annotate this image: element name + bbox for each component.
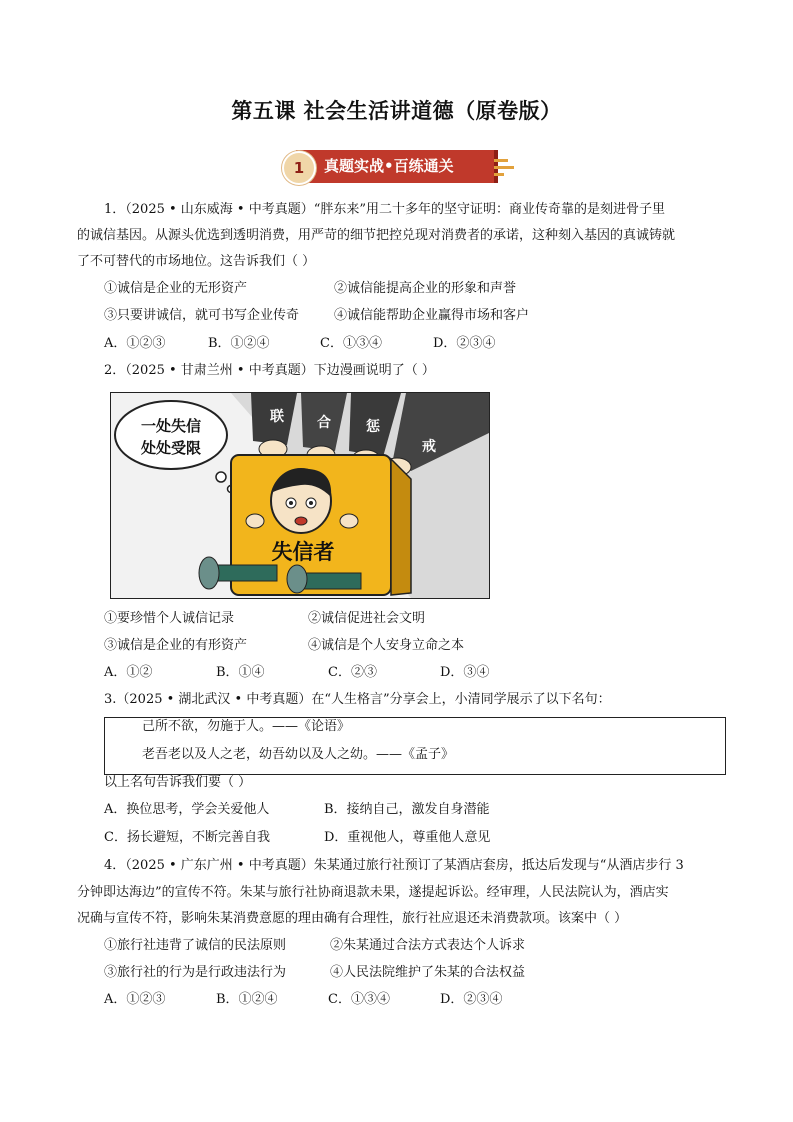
hand-char-4: 戒 [422, 439, 436, 455]
q1-stem-line: 1．（2025 • 山东威海 • 中考真题）“胖东来”用二十多年的坚守证明：商业传奇靠的是刻进骨子里 [104, 202, 666, 217]
q2-statement-3: ③诚信是企业的有形资产 [104, 638, 248, 653]
banner-deco-stripe [494, 159, 508, 162]
q4-statement-3: ③旅行社的行为是行政违法行为 [104, 965, 287, 980]
q1-option-a[interactable]: A．①②③ [104, 336, 166, 351]
q1-statement-4: ④诚信能帮助企业赢得市场和客户 [334, 308, 530, 323]
q1-stem-line: 了不可替代的市场地位。这告诉我们（ ） [77, 254, 316, 269]
q4-option-c[interactable]: C．①③④ [328, 992, 390, 1007]
page-title: 第五课 社会生活讲道德（原卷版） [231, 99, 562, 123]
bubble-line-1: 一处失信 [140, 417, 202, 435]
q1-option-b[interactable]: B．①②④ [208, 336, 270, 351]
q3-option-d[interactable]: D．重视他人，尊重他人意见 [324, 830, 491, 845]
q4-option-a[interactable]: A．①②③ [104, 992, 166, 1007]
q4-statement-2: ②朱某通过合法方式表达个人诉求 [330, 938, 526, 953]
q2-option-b[interactable]: B．①④ [216, 665, 265, 680]
comic-illustration [111, 393, 489, 598]
quote-line-2: 老吾老以及人之老，幼吾幼以及人之幼。——《孟子》 [142, 747, 455, 762]
bubble-line-2: 处处受限 [140, 439, 202, 457]
hand-char-1: 联 [270, 409, 284, 425]
quote-line-1: 己所不欲，勿施于人。——《论语》 [142, 719, 351, 734]
q3-option-b[interactable]: B．接纳自己，激发自身潜能 [324, 802, 490, 817]
q4-statement-1: ①旅行社违背了诚信的民法原则 [104, 938, 287, 953]
q2-option-a[interactable]: A．①② [104, 665, 153, 680]
q2-option-d[interactable]: D．③④ [440, 665, 490, 680]
q1-statement-1: ①诚信是企业的无形资产 [104, 281, 248, 296]
q1-statement-3: ③只要讲诚信，就可书写企业传奇 [104, 308, 300, 323]
q2-stem: 2．（2025 • 甘肃兰州 • 中考真题）下边漫画说明了（ ） [104, 363, 435, 378]
q4-stem-line: 分钟即达海边”的宣传不符。朱某与旅行社协商退款未果，遂提起诉讼。经审理，人民法院认为，酒店实 [77, 885, 669, 900]
q3-option-a[interactable]: A．换位思考，学会关爱他人 [104, 802, 270, 817]
banner-deco-stripe [494, 166, 514, 169]
box-label: 失信者 [271, 540, 335, 564]
hand-char-3: 惩 [366, 419, 380, 435]
q2-option-c[interactable]: C．②③ [328, 665, 377, 680]
q4-statement-4: ④人民法院维护了朱某的合法权益 [330, 965, 526, 980]
q2-statement-1: ①要珍惜个人诚信记录 [104, 611, 235, 626]
q1-stem-line: 的诚信基因。从源头优选到透明消费，用严苛的细节把控兑现对消费者的承诺，这种刻入基因的真诚铸就 [77, 228, 676, 243]
hand-char-2: 合 [317, 415, 331, 431]
q3-stem: 3.（2025 • 湖北武汉 • 中考真题）在“人生格言”分享会上，小清同学展示了以下名句： [104, 692, 611, 707]
banner-number: 1 [282, 151, 316, 185]
banner-text: 真题实战•百练通关 [324, 157, 454, 175]
q2-statement-2: ②诚信促进社会文明 [308, 611, 426, 626]
q4-stem-line: 4．（2025 • 广东广州 • 中考真题）朱某通过旅行社预订了某酒店套房，抵达后发现与“从酒店步行 3 [104, 858, 684, 873]
banner-deco-stripe [494, 173, 504, 176]
q4-option-d[interactable]: D．②③④ [440, 992, 503, 1007]
section-banner [282, 147, 514, 187]
q2-statement-4: ④诚信是个人安身立命之本 [308, 638, 465, 653]
q4-stem-line: 况确与宣传不符，影响朱某消费意愿的理由确有合理性，旅行社应退还未消费款项。该案中（ ） [77, 911, 628, 926]
q1-option-c[interactable]: C．①③④ [320, 336, 382, 351]
q4-option-b[interactable]: B．①②④ [216, 992, 278, 1007]
q1-statement-2: ②诚信能提高企业的形象和声誉 [334, 281, 517, 296]
q3-tail: 以上名句告诉我们要（ ） [104, 775, 252, 790]
comic-image [110, 392, 490, 599]
q1-option-d[interactable]: D．②③④ [433, 336, 496, 351]
q3-option-c[interactable]: C．扬长避短，不断完善自我 [104, 830, 270, 845]
